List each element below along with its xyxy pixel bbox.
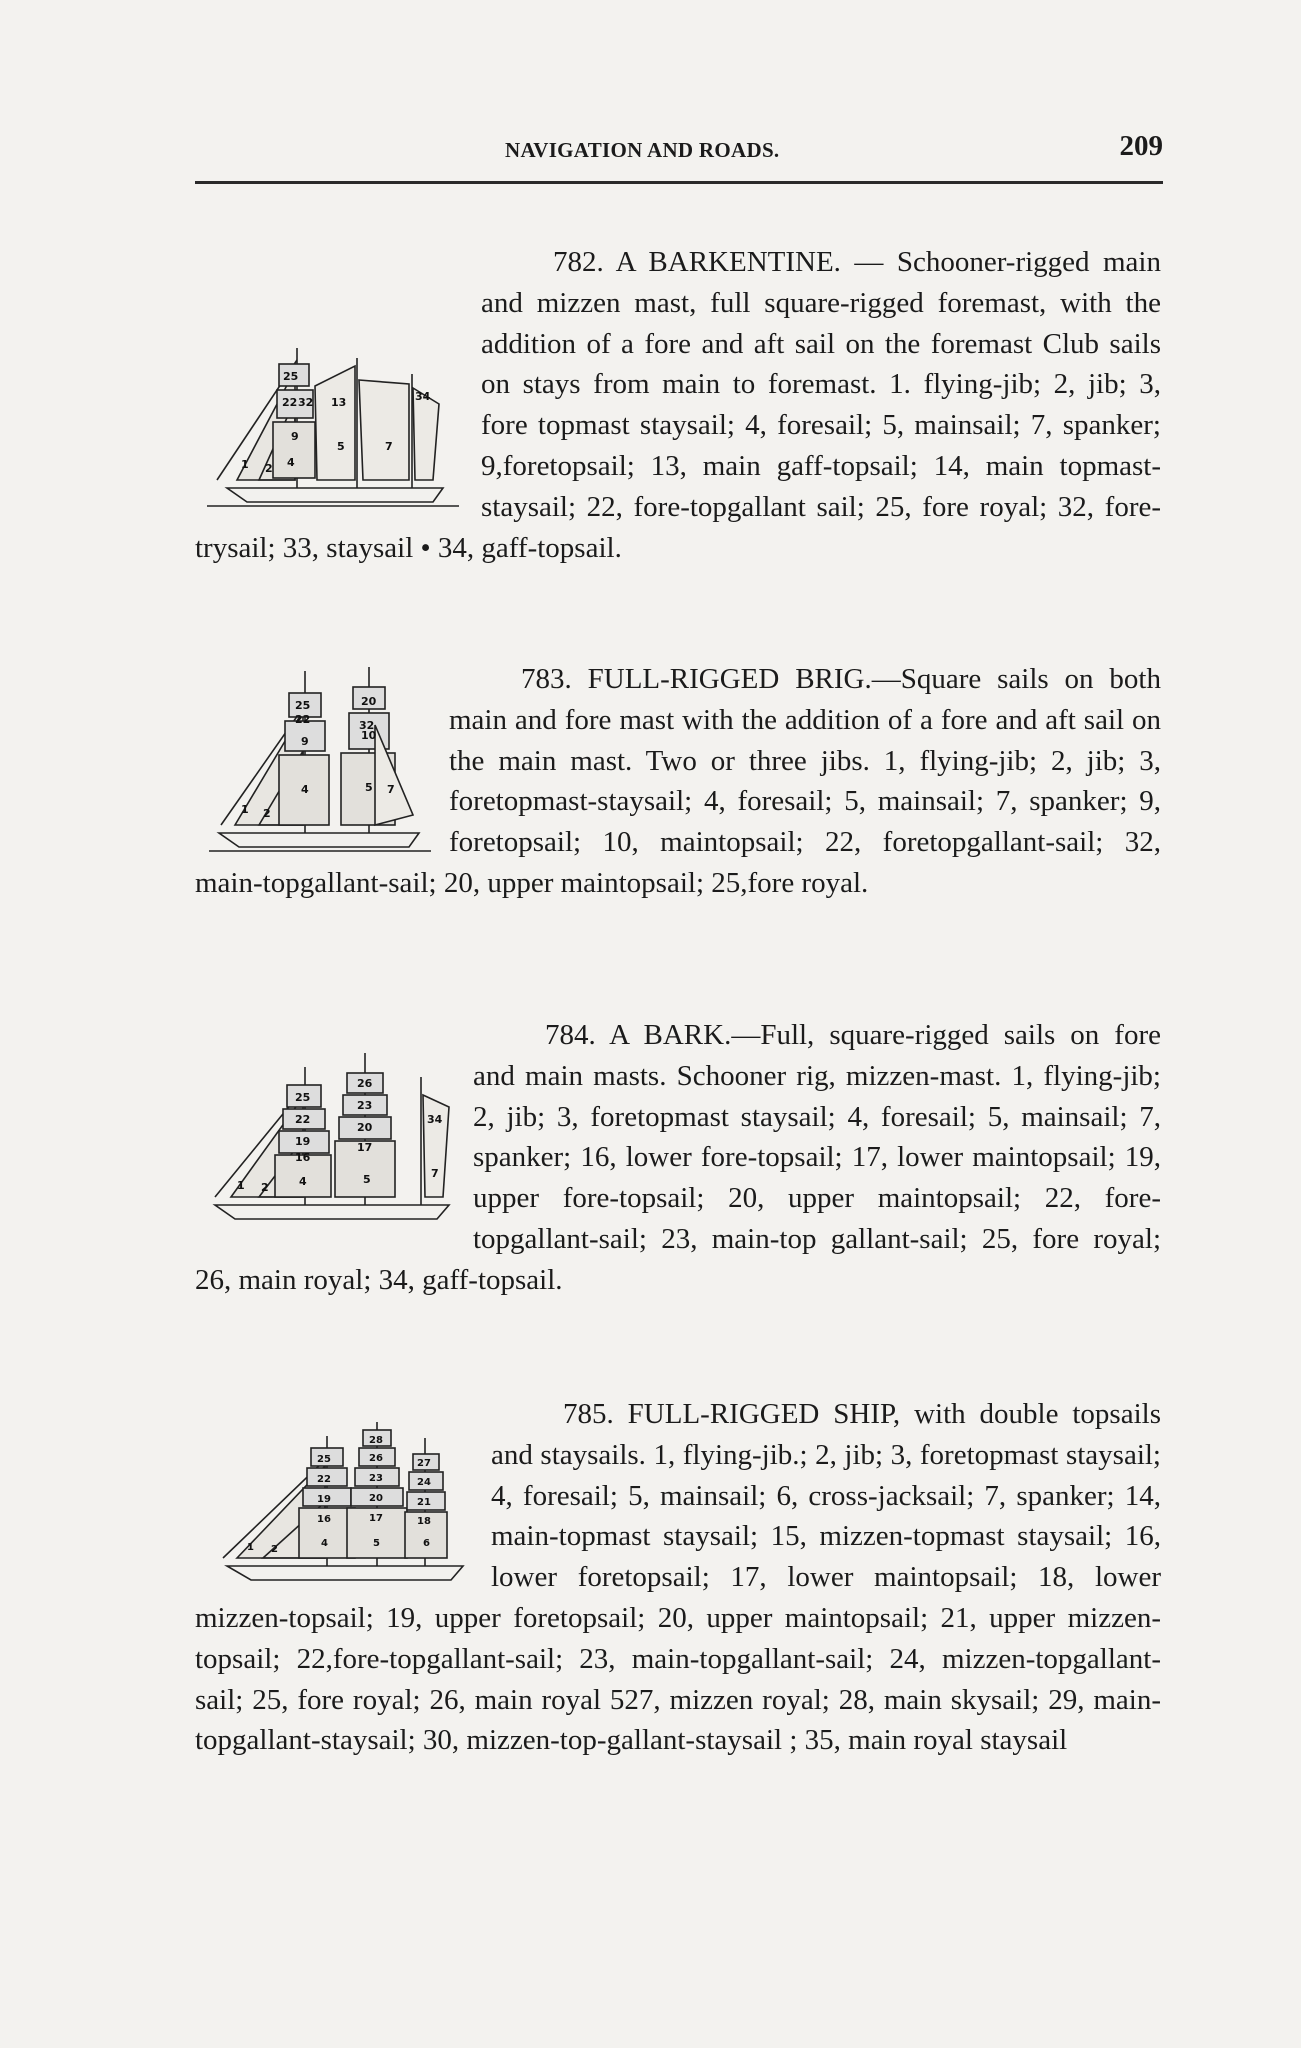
fig-label: 13	[331, 396, 347, 409]
fig-label: 20	[361, 695, 377, 708]
fig-label: 5	[337, 440, 345, 453]
fig-label: 23	[357, 1099, 373, 1112]
fig-label: 7	[385, 440, 393, 453]
fig-label: 1	[247, 1542, 254, 1553]
bark-illustration	[205, 1047, 455, 1225]
fig-label: 21	[417, 1497, 431, 1508]
fig-label: 2	[263, 807, 271, 820]
fig-label: 10	[361, 729, 377, 742]
fig-label: 25	[283, 370, 299, 383]
fig-label: 25	[295, 1091, 311, 1104]
fig-label: 6	[423, 1538, 430, 1549]
fig-label: 4	[299, 1175, 307, 1188]
entry-text: 783. FULL-RIGGED BRIG.—Square sails on both main and fore mast with the addition of a fore and aft sail on the main mast. Two or three jibs. 1, flying-jib; 2, jib; 3, foretopmast-staysail; 4, foresail; 5, mainsail; 7, spanker; 9, foretopsail; 10, maintopsail; 22, foretopgallant-sail; 32, main-topgallant-sail; 20, upper maintopsail; 25,fore royal.	[195, 663, 1161, 899]
fig-label: 20	[369, 1493, 383, 1504]
fig-label: 34	[415, 390, 431, 403]
fig-label: 5	[363, 1173, 371, 1186]
fig-label: 26	[369, 1453, 383, 1464]
page-header	[195, 128, 1163, 168]
ship-illustration	[217, 1418, 469, 1588]
fig-label: 16	[295, 1151, 311, 1164]
brig-illustration	[209, 665, 431, 857]
fig-label: 7	[387, 783, 395, 796]
entry-785	[195, 1394, 1161, 1761]
fig-label: 4	[321, 1538, 328, 1549]
fig-label: 2	[265, 462, 273, 475]
fig-label: 7	[431, 1167, 439, 1180]
fig-label: 9	[291, 430, 299, 443]
entry-text: 785. FULL-RIGGED SHIP, with double topsails and staysails. 1, flying-jib.; 2, jib; 3, foretopmast staysail; 4, foresail; 5, mainsail; 6, cross-jacksail; 7, spanker; 14, main-topmast staysail; 15, mizzen-topmast staysail; 16, lower foretopsail; 17, lower maintopsail; 18, lower mizzen-topsail; 19, upper foretopsail; 20, upper maintopsail; 21, upper mizzen-topsail; 22,fore-topgallant-sail; 23, main-topgallant-sail; 24, mizzen-topgallant-sail; 25, fore royal; 26, main royal 527, mizzen royal; 28, main skysail; 29, main-topgallant-staysail; 30, mizzen-top-gallant-staysail ; 35, main royal staysail	[195, 1398, 1161, 1757]
entry-text: 784. A BARK.—Full, square-rigged sails on fore and main masts. Schooner rig, mizzen-mast. 1, flying-jib; 2, jib; 3, foretopmast staysail; 4, foresail; 5, mainsail; 7, spanker; 16, lower fore-topsail; 17, lower maintopsail; 19, upper fore-topsail; 20, upper maintopsail; 22, fore-topgallant-sail; 23, main-top gallant-sail; 25, fore royal; 26, main royal; 34, gaff-topsail.	[195, 1019, 1161, 1296]
fig-label: 32	[298, 396, 314, 409]
fig-label: 32	[359, 719, 375, 732]
full-rigged-ship-icon	[217, 1418, 469, 1588]
fig-label: 25	[295, 699, 311, 712]
fig-label: 26	[357, 1077, 373, 1090]
fig-label: 22	[282, 396, 298, 409]
fig-label: 4	[301, 783, 309, 796]
fig-label: 27	[417, 1458, 431, 1469]
fig-label: 28	[369, 1435, 383, 1446]
fig-label: 24	[417, 1477, 431, 1488]
fig-label: 19	[317, 1494, 331, 1505]
fig-label: 25	[317, 1454, 331, 1465]
bark-ship-icon	[205, 1047, 455, 1225]
fig-label: 19	[295, 1135, 311, 1148]
fig-label: 5	[373, 1538, 380, 1549]
fig-label: 16	[317, 1514, 331, 1525]
fig-label: 17	[357, 1141, 373, 1154]
fig-label: 34	[427, 1113, 443, 1126]
barkentine-ship-icon	[207, 340, 459, 512]
fig-label: 18	[417, 1516, 431, 1527]
fig-label: 22	[295, 713, 311, 726]
entry-text: 782. A BARKENTINE. — Schooner-rigged main and mizzen mast, full square-rigged foremast, with the addition of a fore and aft sail on the foremast Club sails on stays from main to foremast. 1. flying-jib; 2, jib; 3, fore topmast staysail; 4, foresail; 5, mainsail; 7, spanker; 9,foretopsail; 13, main gaff-topsail; 14, main topmast-staysail; 22, fore-topgallant sail; 25, fore royal; 32, fore-trysail; 33, staysail • 34, gaff-topsail.	[195, 246, 1161, 564]
fig-label: 1	[241, 458, 249, 471]
fig-label: 22	[295, 1113, 311, 1126]
fig-label: 5	[365, 781, 373, 794]
fig-label: 4	[287, 456, 295, 469]
fig-label: 22	[317, 1474, 331, 1485]
brig-ship-icon	[209, 665, 431, 857]
fig-label: 23	[369, 1473, 383, 1484]
fig-label: 1	[241, 803, 249, 816]
barkentine-illustration	[207, 340, 459, 512]
entry-782	[195, 242, 1161, 568]
running-head: NAVIGATION AND ROADS.	[505, 138, 780, 162]
entry-783	[195, 659, 1161, 904]
fig-label: 17	[369, 1513, 383, 1524]
fig-label: 9	[301, 735, 309, 748]
fig-label: 20	[357, 1121, 373, 1134]
fig-label: 2	[261, 1181, 269, 1194]
fig-label: 2	[271, 1544, 278, 1555]
page-number: 209	[1119, 130, 1163, 162]
header-rule	[195, 181, 1163, 184]
entry-784	[195, 1015, 1161, 1301]
fig-label: 1	[237, 1179, 245, 1192]
